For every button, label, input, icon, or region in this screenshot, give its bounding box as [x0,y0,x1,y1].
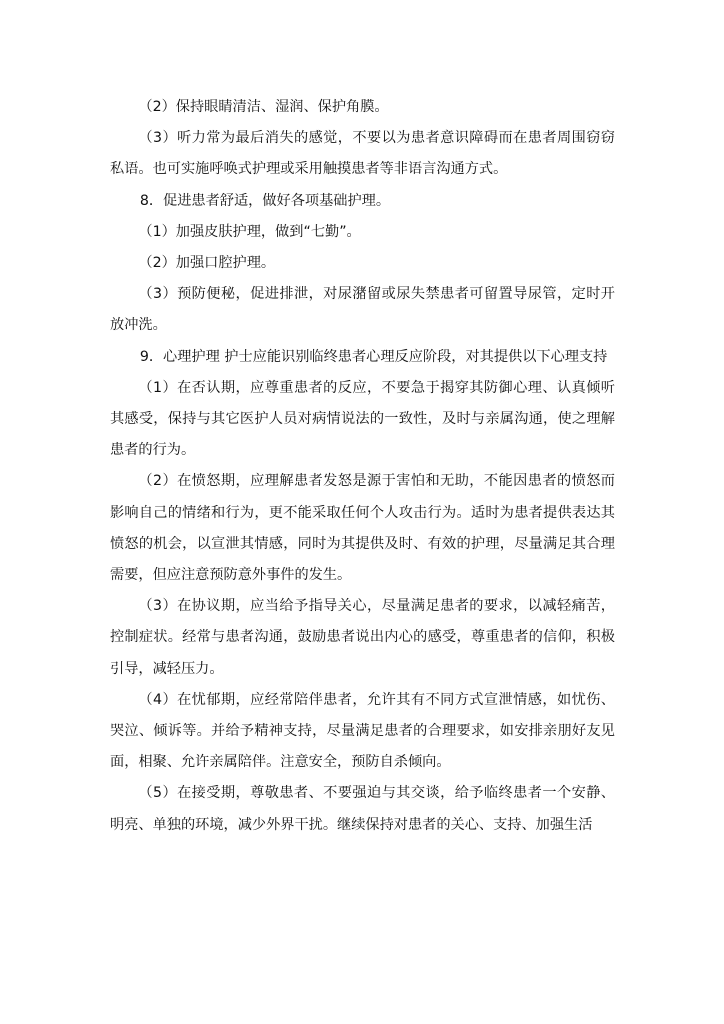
paragraph-constipation: （3）预防便秘，促进排泄，对尿潴留或尿失禁患者可留置导尿管，定时开放冲洗。 [110,286,615,334]
paragraph-hearing: （3）听力常为最后消失的感觉，不要以为患者意识障碍而在患者周围窃窃私语。也可实施呼唤式护理或采用触摸患者等非语言沟通方式。 [110,130,615,178]
paragraph-bargaining-stage: （3）在协议期，应当给予指导关心，尽量满足患者的要求，以减轻痛苦，控制症状。经常与患者沟通，鼓励患者说出内心的感受，尊重患者的信仰，积极引导，减轻压力。 [110,598,615,677]
paragraph-eye-care: （2）保持眼睛清洁、湿润、保护角膜。 [138,99,389,115]
document-page [110,92,615,841]
paragraph-acceptance-stage: （5）在接受期，尊敬患者、不要强迫与其交谈，给予临终患者一个安静、明亮、单独的环境，减少外界干扰。继续保持对患者的关心、支持、加强生活 [110,785,615,833]
paragraph-anger-stage: （2）在愤怒期，应理解患者发怒是源于害怕和无助，不能因患者的愤怒而影响自己的情绪和行为，更不能采取任何个人攻击行为。适时为患者提供表达其愤怒的机会，以宣泄其情感，同时为其提供及时、有效的护理，尽量满足其合理需要，但应注意预防意外事件的发生。 [110,473,615,584]
section-heading-comfort: 8．促进患者舒适，做好各项基础护理。 [139,192,391,209]
paragraph-oral-care: （2）加强口腔护理。 [138,255,276,272]
paragraph-denial-stage: （1）在否认期，应尊重患者的反应，不要急于揭穿其防御心理、认真倾听其感受，保持与其它医护人员对病情说法的一致性，及时与亲属沟通，使之理解患者的行为。 [110,379,615,459]
paragraph-skin-care: （1）加强皮肤护理，做到“七勤”。 [138,223,361,240]
section-heading-psychological: 9．心理护理 护士应能识别临终患者心理反应阶段，对其提供以下心理支持 [139,348,608,365]
paragraph-depression-stage: （4）在忧郁期，应经常陪伴患者，允许其有不同方式宣泄情感，如忧伤、哭泣、倾诉等。并给予精神支持，尽量满足患者的合理要求，如安排亲朋好友见面，相聚、允许亲属陪伴。注意安全，预防自杀倾向。 [110,691,615,771]
